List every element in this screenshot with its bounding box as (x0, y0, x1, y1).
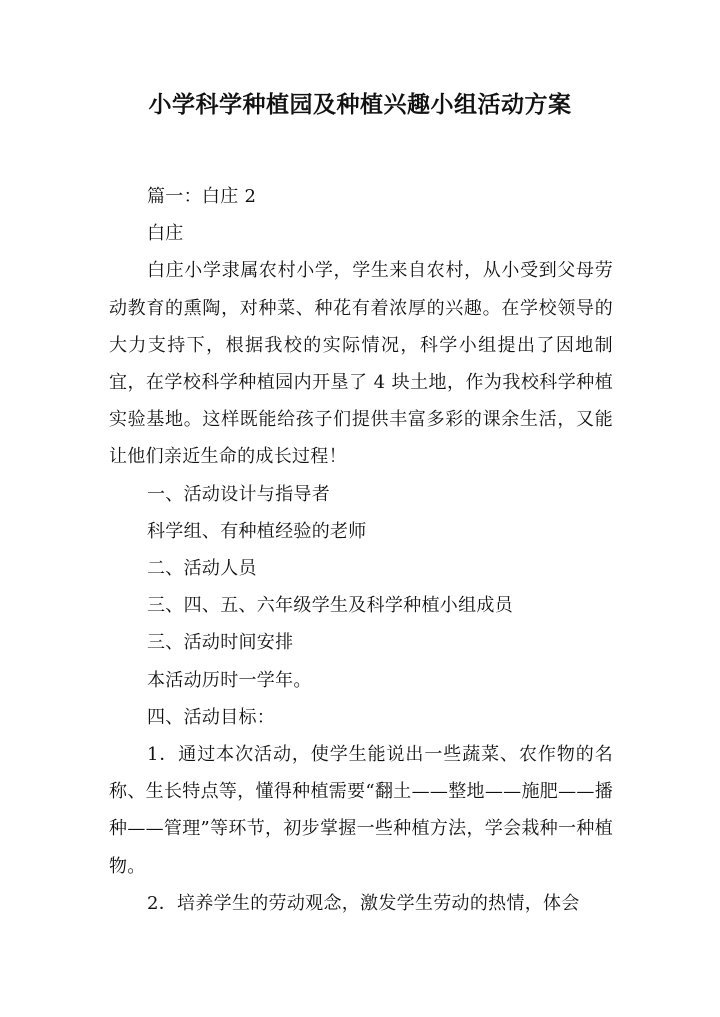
paragraph-participants: 三、四、五、六年级学生及科学种植小组成员 (147, 595, 513, 617)
paragraph-goal-2: 2．培养学生的劳动观念，激发学生劳动的热情，体会 (147, 892, 580, 914)
heading-designers: 一、活动设计与指导者 (147, 483, 330, 505)
document-title: 小学科学种植园及种植兴趣小组活动方案 (148, 92, 572, 118)
paragraph-designers: 科学组、有种植经验的老师 (147, 520, 367, 542)
paragraph-introduction: 白庄小学隶属农村小学，学生来自农村，从小受到父母劳动教育的熏陶，对种菜、种花有着浓厚的兴趣。在学校领导的大力支持下，根据我校的实际情况，科学小组提出了因地制宜，在学校科学种植园内开垦了 4 块土地，作为我校科学种植实验基地。这样既能给孩子们提供丰富多彩的课余生活，又能让他们亲近生命的成长过程！ (109, 260, 613, 468)
heading-goals: 四、活动目标： (147, 706, 276, 728)
document-body (109, 178, 613, 922)
paragraph-schedule: 本活动历时一学年。 (147, 669, 312, 691)
paragraph-school-name: 白庄 (147, 223, 184, 245)
heading-schedule: 三、活动时间安排 (147, 632, 294, 654)
heading-participants: 二、活动人员 (147, 558, 257, 580)
paragraph-section-heading: 篇一：白庄 2 (147, 186, 257, 207)
paragraph-goal-1: 1．通过本次活动，使学生能说出一些蔬菜、农作物的名称、生长特点等，懂得种植需要“翻土——整地——施肥——播种——管理”等环节，初步掌握一些种植方法，学会栽种一种植物。 (109, 744, 613, 877)
